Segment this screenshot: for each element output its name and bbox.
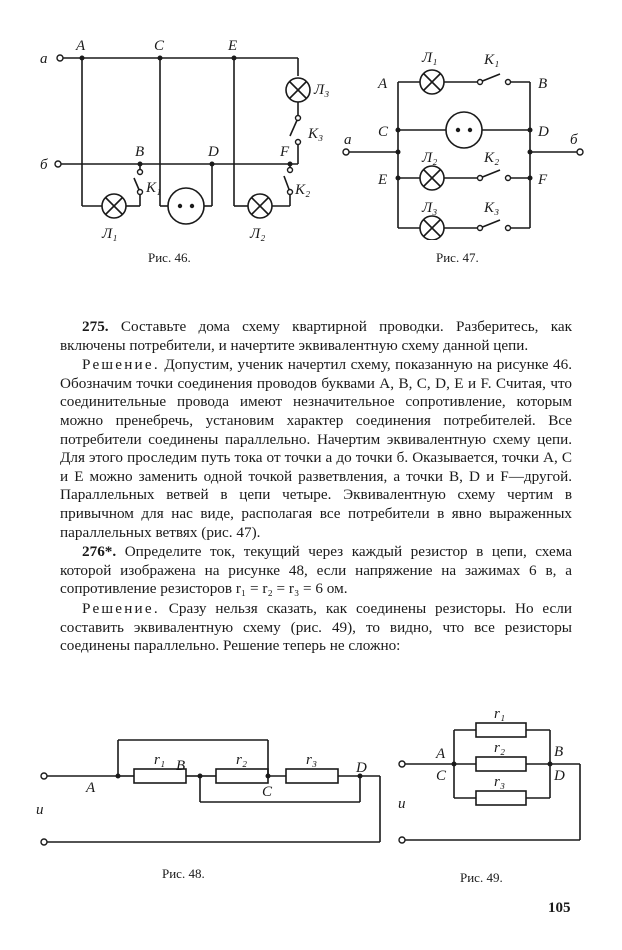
label-r2: r₂ <box>494 740 506 756</box>
figure-47-circuit <box>334 40 604 240</box>
figure-49-circuit <box>390 700 600 860</box>
label-C: C <box>378 124 389 140</box>
label-r3: r₃ <box>494 774 506 790</box>
label-A: A <box>76 38 86 54</box>
label-r1: r₁ <box>154 752 166 768</box>
label-r3: r₃ <box>306 752 318 768</box>
label-D: D <box>356 760 367 776</box>
label-K2: К₂ <box>295 182 311 198</box>
label-b: б <box>570 132 578 148</box>
label-D: D <box>554 768 565 784</box>
solution-275: Решение. Допустим, ученик начертил схему, показанную на рисунке 46. Обозначим точки соединения проводов буквами A, B, C, D, E и F. Считая, что соединительные провода имеют незначительное сопротивление, которым можно пренебречь, установим характер соединения потребителей. Все потребители соединены параллельно. Начертим эквивалентную схему цепи. Для этого проследим путь тока от точки a до точки б. Оказывается, точки A, C и E можно заменить одной точкой разветвления, а точки B, D и F—другой. Параллельных ветвей в цепи четыре. Эквивалентную схему чертим в привычном для нас виде, располагая все потребители в явно выраженных параллельных ветвях (рис. 47). <box>60 356 572 541</box>
label-K2: К₂ <box>484 150 500 166</box>
problem-275: 275. Составьте дома схему квартирной проводки. Разберитесь, как включены потребители, и начертите эквивалентную схему данной цепи. <box>60 318 573 354</box>
label-B: B <box>135 144 145 160</box>
label-E: E <box>228 38 238 54</box>
label-a: а <box>344 132 352 148</box>
label-a: а <box>40 51 48 67</box>
label-C: C <box>154 38 165 54</box>
label-C: C <box>436 768 447 784</box>
caption-fig49: Рис. 49. <box>460 870 503 885</box>
body-text <box>60 318 572 656</box>
problem-276: 276*. Определите ток, текущий через каждый резистор в цепи, схема которой изображена на рисунке 48, если напряжение на зажимах 6 в, а сопротивление резисторов r₁ = r₂ = r₃ = 6 ом. <box>60 543 573 598</box>
label-L3: Л₃ <box>422 200 438 216</box>
label-L1: Л₁ <box>422 50 438 66</box>
label-u: u <box>398 796 406 812</box>
label-K3: К₃ <box>308 126 324 142</box>
label-K3: К₃ <box>484 200 500 216</box>
label-A: A <box>378 76 388 92</box>
label-L2: Л₂ <box>250 226 266 242</box>
label-K1: К₁ <box>146 180 162 196</box>
label-L3: Л₃ <box>314 82 330 98</box>
label-B: B <box>554 744 564 760</box>
label-r2: r₂ <box>236 752 248 768</box>
label-F: F <box>538 172 548 188</box>
solution-276: Решение. Сразу нельзя сказать, как соединены резисторы. Но если составить эквивалентную схему (рис. 49), то видно, что все резисторы соединены параллельно. Решение теперь не сложно: <box>60 599 572 655</box>
caption-fig47: Рис. 47. <box>436 250 479 265</box>
label-C: C <box>262 784 273 800</box>
figure-48-circuit <box>30 730 390 860</box>
caption-fig48: Рис. 48. <box>162 866 205 881</box>
label-r1: r₁ <box>494 706 506 722</box>
label-E: E <box>378 172 388 188</box>
caption-fig46: Рис. 46. <box>148 250 191 265</box>
figure-46-circuit <box>40 30 340 250</box>
label-A: A <box>86 780 96 796</box>
label-B: B <box>176 758 186 774</box>
label-F: F <box>280 144 290 160</box>
label-K1: К₁ <box>484 52 500 68</box>
label-u: u <box>36 802 44 818</box>
label-D: D <box>208 144 219 160</box>
label-D: D <box>538 124 549 140</box>
label-B: B <box>538 76 548 92</box>
label-b: б <box>40 157 48 173</box>
page-number: 105 <box>548 900 571 916</box>
label-A: A <box>436 746 446 762</box>
label-L1: Л₁ <box>102 226 118 242</box>
label-L2: Л₂ <box>422 150 438 166</box>
